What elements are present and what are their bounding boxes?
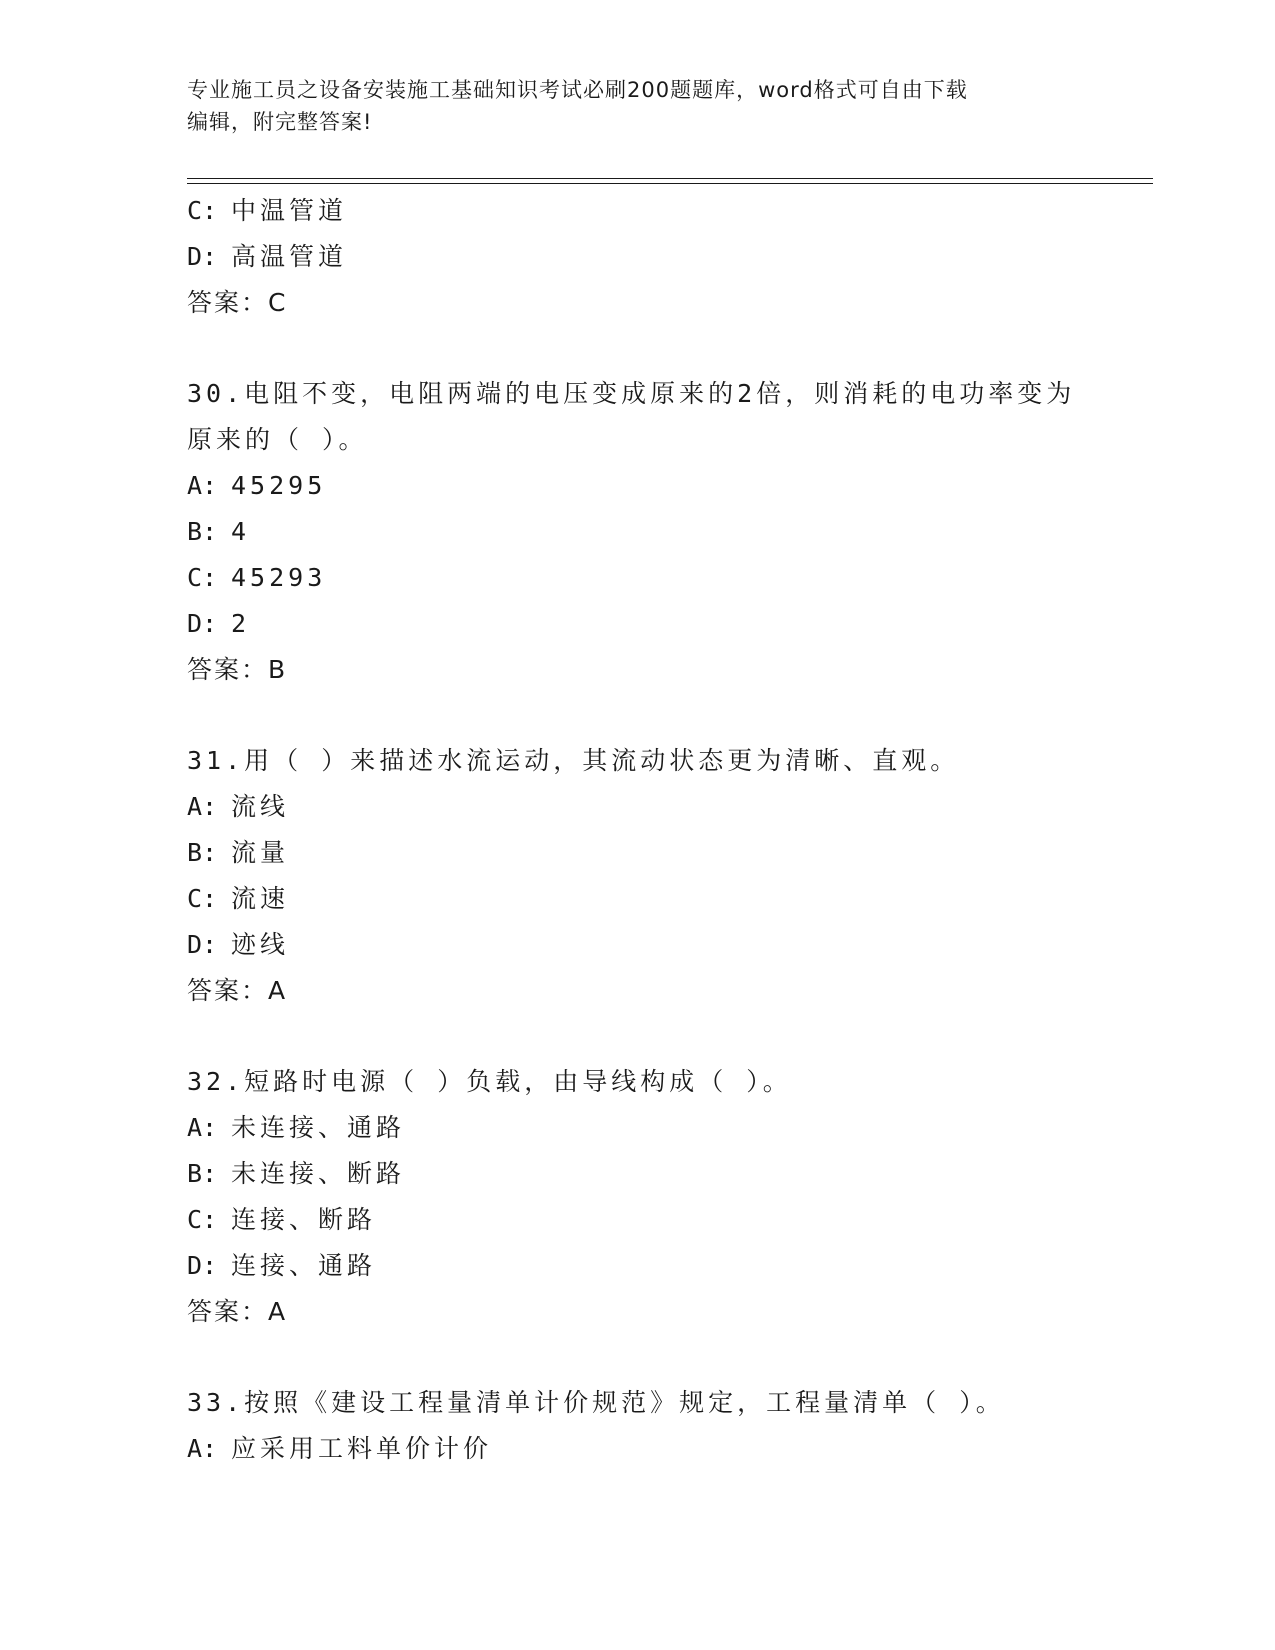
header-divider-bottom: [187, 183, 1153, 184]
option-letter: D:: [187, 609, 218, 638]
question-stem: 32.短路时电源（ ）负载，由导线构成（ ）。: [187, 1067, 792, 1096]
option-d: [187, 1243, 1107, 1289]
option-c: [187, 188, 1107, 234]
option-text: 流线: [231, 792, 290, 821]
option-c: [187, 1197, 1107, 1243]
option-text: 未连接、断路: [231, 1159, 406, 1188]
question-31: [187, 738, 1107, 1014]
question-stem: 31.用（ ）来描述水流运动，其流动状态更为清晰、直观。: [187, 746, 960, 775]
option-text: 连接、断路: [231, 1205, 377, 1234]
option-d: [187, 922, 1107, 968]
option-a: [187, 1426, 1107, 1472]
option-text: 高温管道: [231, 242, 348, 271]
question-29-continued: [187, 188, 1107, 326]
option-text: 45295: [231, 471, 327, 500]
answer-line: 答案：C: [187, 288, 288, 317]
option-letter: C:: [187, 1205, 218, 1234]
option-text: 45293: [231, 563, 327, 592]
question-33: [187, 1380, 1107, 1472]
option-letter: A:: [187, 1113, 218, 1142]
header-line-2: 编辑，附完整答案!: [187, 110, 373, 134]
option-letter: D:: [187, 1251, 218, 1280]
option-letter: B:: [187, 838, 218, 867]
option-c: [187, 876, 1107, 922]
option-text: 中温管道: [231, 196, 348, 225]
answer-line: 答案：B: [187, 655, 288, 684]
option-letter: A:: [187, 471, 218, 500]
option-b: [187, 509, 1107, 555]
option-text: 连接、通路: [231, 1251, 377, 1280]
option-a: [187, 1105, 1107, 1151]
option-a: [187, 784, 1107, 830]
option-letter: C:: [187, 196, 218, 225]
option-d: [187, 234, 1107, 280]
option-a: [187, 463, 1107, 509]
option-letter: B:: [187, 1159, 218, 1188]
option-text: 2: [231, 609, 251, 638]
option-letter: A:: [187, 1434, 218, 1463]
question-stem-continued: 原来的（ ）。: [187, 425, 368, 454]
option-text: 迹线: [231, 930, 290, 959]
option-letter: D:: [187, 242, 218, 271]
option-c: [187, 555, 1107, 601]
answer-line: 答案：A: [187, 1297, 288, 1326]
option-letter: C:: [187, 884, 218, 913]
option-letter: C:: [187, 563, 218, 592]
option-text: 未连接、通路: [231, 1113, 406, 1142]
option-text: 流量: [231, 838, 290, 867]
option-text: 4: [231, 517, 251, 546]
question-list: [187, 188, 1107, 1472]
option-b: [187, 1151, 1107, 1197]
option-d: [187, 601, 1107, 647]
question-stem: 30.电阻不变，电阻两端的电压变成原来的2倍，则消耗的电功率变为: [187, 379, 1076, 408]
option-letter: A:: [187, 792, 218, 821]
option-text: 应采用工料单价计价: [231, 1434, 493, 1463]
option-text: 流速: [231, 884, 290, 913]
question-stem: 33.按照《建设工程量清单计价规范》规定，工程量清单（ ）。: [187, 1388, 1005, 1417]
option-letter: D:: [187, 930, 218, 959]
question-30: [187, 371, 1107, 693]
header-line-1: 专业施工员之设备安装施工基础知识考试必刷200题题库，word格式可自由下载: [187, 78, 968, 102]
answer-line: 答案：A: [187, 976, 288, 1005]
document-header: [187, 74, 1067, 138]
header-divider-top: [187, 178, 1153, 179]
option-b: [187, 830, 1107, 876]
question-32: [187, 1059, 1107, 1335]
option-letter: B:: [187, 517, 218, 546]
